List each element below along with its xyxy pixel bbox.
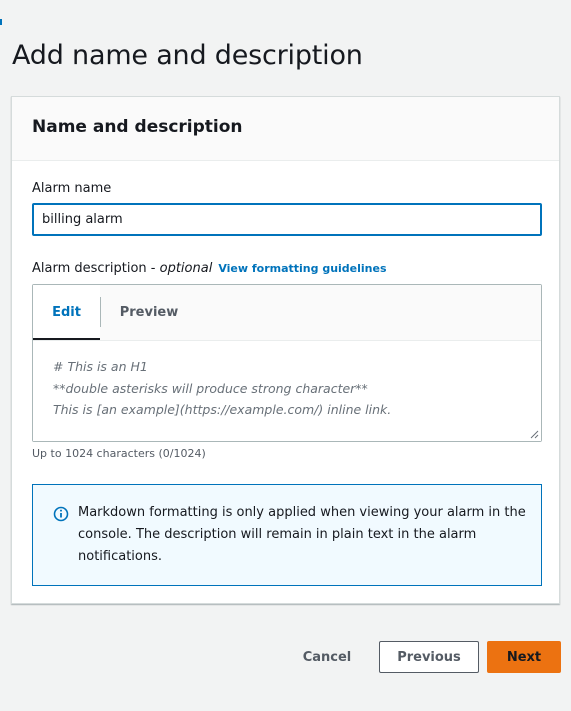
alarm-description-textarea[interactable] bbox=[33, 341, 541, 441]
panel-title: Name and description bbox=[32, 117, 243, 137]
alarm-name-label: Alarm name bbox=[32, 181, 112, 196]
info-text: Markdown formatting is only applied when viewing your alarm in the console. The description will remain in plain text in the alarm notifications. bbox=[78, 505, 526, 564]
alarm-name-input[interactable] bbox=[32, 203, 542, 236]
resize-handle-icon[interactable] bbox=[530, 430, 539, 439]
info-circle-icon bbox=[53, 506, 69, 522]
cancel-button[interactable]: Cancel bbox=[293, 641, 361, 673]
previous-button[interactable]: Previous bbox=[379, 641, 479, 673]
page-title: Add name and description bbox=[12, 40, 363, 71]
formatting-guidelines-link[interactable]: View formatting guidelines bbox=[218, 262, 387, 275]
alarm-description-label bbox=[32, 261, 387, 276]
character-count: Up to 1024 characters (0/1024) bbox=[32, 447, 206, 460]
alarm-description-label-text: Alarm description - bbox=[32, 261, 160, 276]
panel-header bbox=[12, 97, 559, 161]
tab-edit[interactable]: Edit bbox=[33, 285, 100, 340]
name-description-panel bbox=[11, 96, 560, 604]
editor-tabs bbox=[33, 285, 541, 341]
markdown-info-alert bbox=[32, 484, 542, 586]
description-editor bbox=[32, 284, 542, 442]
optional-label: optional bbox=[159, 261, 213, 276]
tab-preview[interactable]: Preview bbox=[119, 305, 179, 320]
next-button[interactable]: Next bbox=[487, 641, 561, 673]
page-marker bbox=[0, 19, 2, 25]
